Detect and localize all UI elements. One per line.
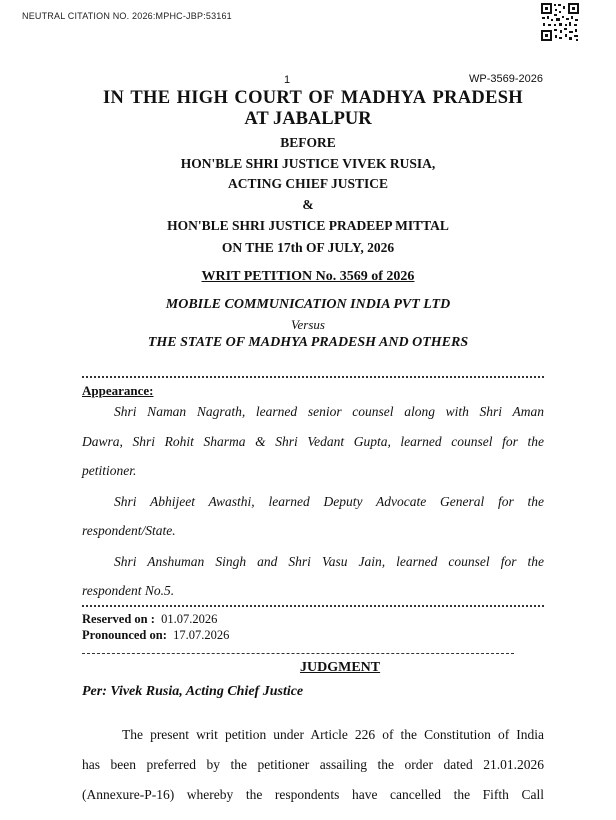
judgment-line: has been preferred by the petitioner assailing the order dated 21.01.2026 — [82, 757, 544, 772]
court-word: OF — [308, 88, 335, 108]
ampersand: & — [302, 197, 314, 212]
court-word: IN — [103, 88, 125, 108]
appearance-line: respondent No.5. — [82, 583, 175, 598]
appearance-line: petitioner. — [82, 463, 137, 478]
pronounced-label: Pronounced on: — [82, 628, 167, 642]
court-word: THE — [130, 88, 171, 108]
judge-2: HON'BLE SHRI JUSTICE PRADEEP MITTAL — [167, 218, 449, 233]
separator-dotted — [82, 605, 544, 607]
judgment-author: Per: Vivek Rusia, Acting Chief Justice — [82, 684, 304, 699]
court-name-line-2: AT JABALPUR — [244, 109, 372, 129]
court-word: PRADESH — [432, 88, 523, 108]
reserved-date: 01.07.2026 — [161, 612, 218, 626]
court-word: COURT — [234, 88, 303, 108]
appearance-heading: Appearance: — [82, 383, 154, 398]
reserved-label: Reserved on : — [82, 612, 155, 626]
judge-1-title: ACTING CHIEF JUSTICE — [227, 176, 389, 191]
versus-label: Versus — [291, 317, 325, 332]
court-word: MADHYA — [340, 88, 427, 108]
appearance-line: Dawra, Shri Rohit Sharma & Shri Vedant Gupta, learned counsel for the — [82, 434, 544, 449]
separator-dotted — [82, 376, 544, 378]
neutral-citation: NEUTRAL CITATION NO. 2026:MPHC-JBP:53161 — [22, 11, 232, 21]
judgment-line: The present writ petition under Article 226 of the Constitution of India — [122, 727, 544, 742]
judge-1: HON'BLE SHRI JUSTICE VIVEK RUSIA, — [180, 156, 436, 171]
separator-dashed — [82, 653, 514, 654]
court-name-line-1 — [103, 88, 523, 109]
reserved-on — [82, 612, 217, 627]
petitioner-name: MOBILE COMMUNICATION INDIA PVT LTD — [165, 297, 451, 312]
case-reference: WP-3569-2026 — [469, 73, 543, 85]
judgment-line: (Annexure-P-16) whereby the respondents have cancelled the Fifth Call — [82, 787, 544, 802]
writ-petition-number — [0, 269, 616, 285]
judgment-heading: JUDGMENT — [300, 660, 381, 675]
page-number: 1 — [284, 74, 291, 86]
pronounced-date: 17.07.2026 — [173, 628, 230, 642]
appearance-line: respondent/State. — [82, 523, 176, 538]
pronounced-on — [82, 628, 229, 643]
appearance-line: Shri Anshuman Singh and Shri Vasu Jain, learned counsel for the — [114, 554, 544, 569]
hearing-date: ON THE 17th OF JULY, 2026 — [221, 240, 395, 255]
court-word: HIGH — [176, 88, 229, 108]
qr-code-icon — [540, 2, 580, 42]
appearance-line: Shri Abhijeet Awasthi, learned Deputy Advocate General for the — [114, 494, 544, 509]
before-label: BEFORE — [280, 135, 336, 150]
writ-petition-text: WRIT PETITION No. 3569 of 2026 — [201, 269, 415, 284]
respondent-name: THE STATE OF MADHYA PRADESH AND OTHERS — [147, 335, 469, 350]
appearance-line: Shri Naman Nagrath, learned senior counsel along with Shri Aman — [114, 404, 544, 419]
